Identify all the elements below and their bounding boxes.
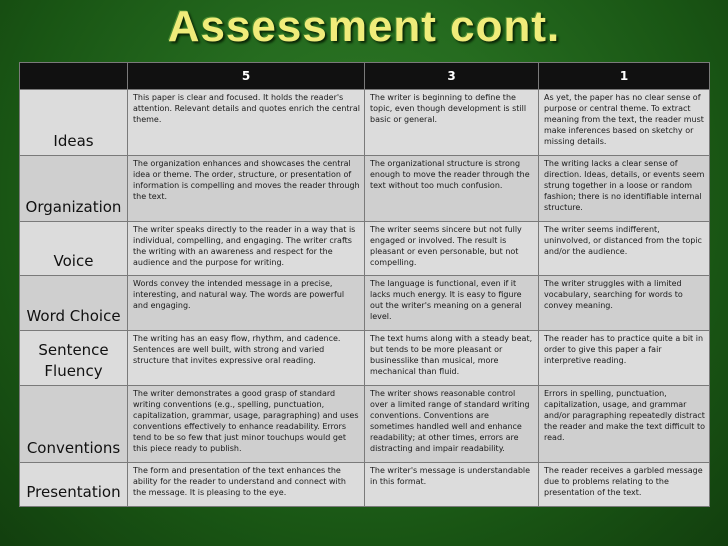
assessment-rubric-table xyxy=(19,62,710,507)
cell-score-3: The writer is beginning to define the topic, even though development is still basic or general. xyxy=(365,90,539,156)
header-cell-blank xyxy=(20,63,128,90)
cell-score-3: The text hums along with a steady beat, but tends to be more pleasant or businesslike than musical, more mechanical than fluid. xyxy=(365,331,539,386)
cell-score-5: Words convey the intended message in a precise, interesting, and natural way. The words are powerful and engaging. xyxy=(128,276,365,331)
cell-score-5: The form and presentation of the text enhances the ability for the reader to understand and connect with the message. It is pleasing to the eye. xyxy=(128,463,365,507)
cell-score-3: The language is functional, even if it lacks much energy. It is easy to figure out the writer's meaning on a general level. xyxy=(365,276,539,331)
slide-title: Assessment cont. xyxy=(167,2,561,51)
row-label: Sentence Fluency xyxy=(20,331,128,386)
row-label: Organization xyxy=(20,156,128,222)
header-cell-score-3: 3 xyxy=(365,63,539,90)
cell-score-3: The writer shows reasonable control over a limited range of standard writing conventions. Conventions are sometimes handled well and enhance readability; at other times, errors are distracting and impair readability. xyxy=(365,386,539,463)
table-row-presentation xyxy=(20,463,710,507)
table-row-ideas xyxy=(20,90,710,156)
cell-score-1: The writer seems indifferent, uninvolved, or distanced from the topic and/or the audience. xyxy=(539,222,710,276)
header-cell-score-1: 1 xyxy=(539,63,710,90)
table-row-sentence-fluency xyxy=(20,331,710,386)
row-label: Ideas xyxy=(20,90,128,156)
cell-score-1: The reader has to practice quite a bit in order to give this paper a fair interpretive reading. xyxy=(539,331,710,386)
cell-score-1: The writing lacks a clear sense of direction. Ideas, details, or events seem strung together in a loose or random fashion; there is no identifiable internal structure. xyxy=(539,156,710,222)
cell-score-5: The organization enhances and showcases the central idea or theme. The order, structure, or presentation of information is compelling and moves the reader through the text. xyxy=(128,156,365,222)
table-row-voice xyxy=(20,222,710,276)
cell-score-5: This paper is clear and focused. It holds the reader's attention. Relevant details and quotes enrich the central theme. xyxy=(128,90,365,156)
row-label: Voice xyxy=(20,222,128,276)
header-cell-score-5: 5 xyxy=(128,63,365,90)
cell-score-5: The writer speaks directly to the reader in a way that is individual, compelling, and engaging. The writer crafts the writing with an awareness and respect for the audience and the purpose for writing. xyxy=(128,222,365,276)
row-label: Conventions xyxy=(20,386,128,463)
cell-score-5: The writing has an easy flow, rhythm, and cadence. Sentences are well built, with strong and varied structure that invites expressive oral reading. xyxy=(128,331,365,386)
cell-score-3: The writer seems sincere but not fully engaged or involved. The result is pleasant or even personable, but not compelling. xyxy=(365,222,539,276)
cell-score-5: The writer demonstrates a good grasp of standard writing conventions (e.g., spelling, punctuation, capitalization, grammar, usage, paragraphing) and uses conventions effectively to enhance readability. Errors tend to be so few that just minor touchups would get this piece ready to publish. xyxy=(128,386,365,463)
cell-score-1: Errors in spelling, punctuation, capitalization, usage, and grammar and/or paragraphing repeatedly distract the reader and make the text difficult to read. xyxy=(539,386,710,463)
table-row-word-choice xyxy=(20,276,710,331)
cell-score-3: The organizational structure is strong enough to move the reader through the text without too much confusion. xyxy=(365,156,539,222)
row-label: Word Choice xyxy=(20,276,128,331)
cell-score-3: The writer's message is understandable in this format. xyxy=(365,463,539,507)
table-row-conventions xyxy=(20,386,710,463)
header-row xyxy=(20,63,710,90)
cell-score-1: As yet, the paper has no clear sense of purpose or central theme. To extract meaning from the text, the reader must make inferences based on sketchy or missing details. xyxy=(539,90,710,156)
cell-score-1: The writer struggles with a limited vocabulary, searching for words to convey meaning. xyxy=(539,276,710,331)
table-row-organization xyxy=(20,156,710,222)
row-label: Presentation xyxy=(20,463,128,507)
cell-score-1: The reader receives a garbled message due to problems relating to the presentation of the text. xyxy=(539,463,710,507)
